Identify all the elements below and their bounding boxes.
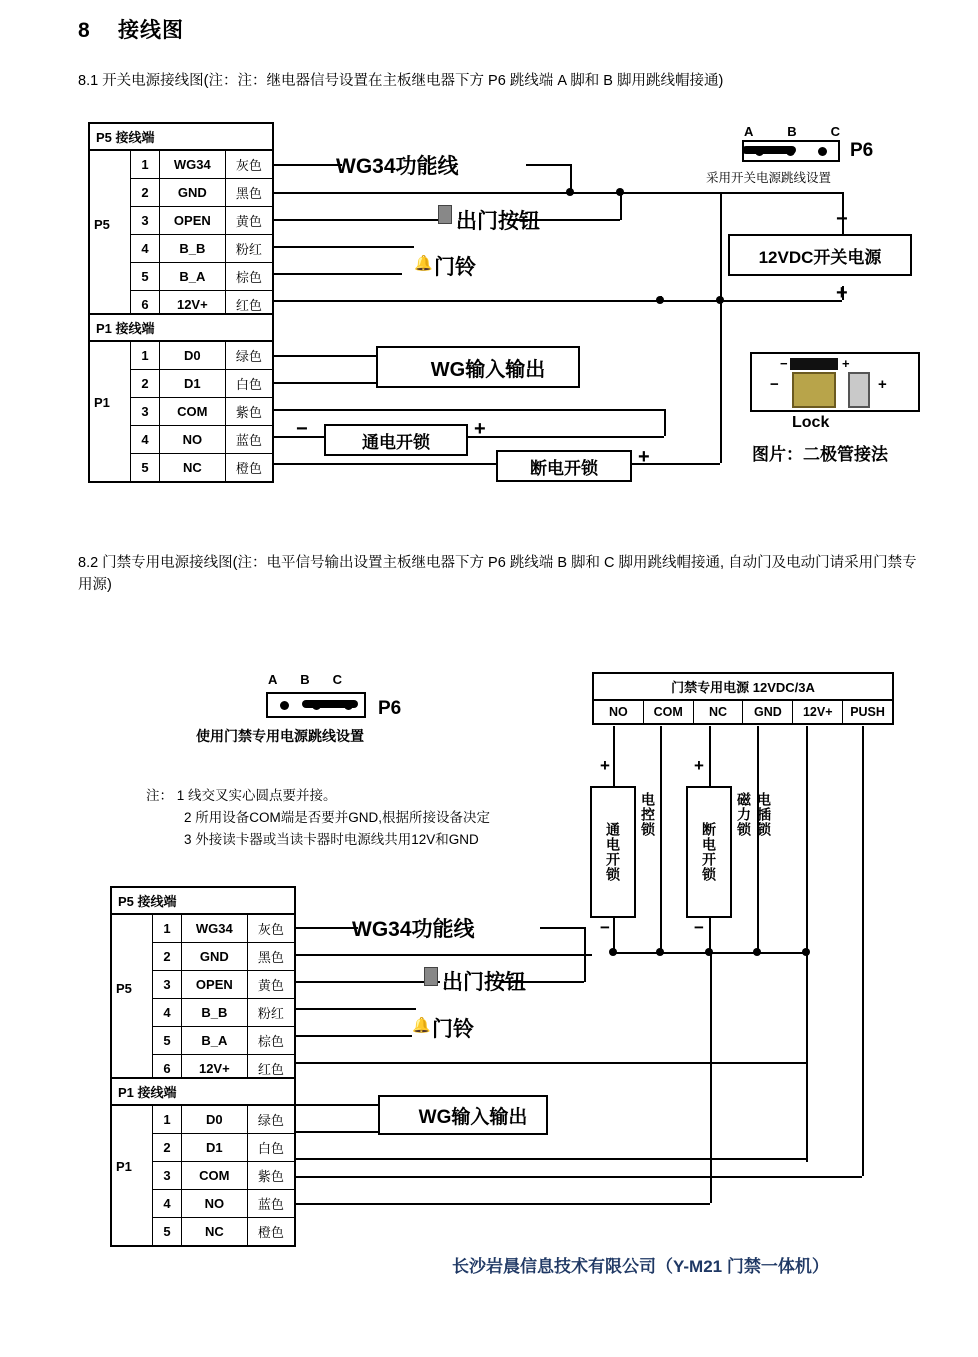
row-index: 3 (131, 398, 160, 425)
row-color: 粉红 (257, 1006, 284, 1021)
row-color: 黑色 (235, 186, 262, 201)
p5-header-2: P5 接线端 (112, 888, 294, 915)
sign-plus-2: + (638, 446, 650, 468)
section-heading (78, 14, 184, 44)
label-psu: 12VDC开关电源 (758, 247, 882, 267)
sign-minus-1: − (296, 418, 308, 440)
psu-cell-com: COM (644, 701, 694, 723)
label2-doorbell: 门铃 (432, 1018, 474, 1041)
sign-dev2-plus: + (694, 756, 704, 775)
wire2-p5-6 (296, 1062, 806, 1064)
lock-body-icon (792, 372, 836, 408)
p5-terminal-block-2 (110, 886, 296, 1084)
label-power-on-unlock: 通电开锁 (362, 432, 430, 452)
p6-pin-c: C (332, 672, 342, 687)
row-color: 黄色 (235, 214, 262, 229)
table-row (131, 235, 272, 263)
note-line-3: 3 外接读卡器或当读卡器时电源线共用12V和GND (184, 832, 479, 847)
p6-caption-2: 使用门禁专用电源跳线设置 (196, 728, 364, 744)
wire2-p1-nc (296, 1203, 710, 1205)
label2-wg-io: WG输入输出 (418, 1106, 528, 1128)
access-psu-block (592, 672, 894, 725)
row-index: 4 (131, 426, 160, 453)
table-row (131, 370, 272, 398)
row-name: NO (182, 1190, 248, 1217)
row-index: 5 (153, 1218, 182, 1245)
row-color: 白色 (257, 1141, 284, 1156)
row-color: 蓝色 (257, 1197, 284, 1212)
p6-jumper-cap-2 (302, 700, 358, 708)
row-color: 蓝色 (235, 433, 262, 448)
wire-wg34-right (526, 164, 570, 166)
wire2-p5-2 (296, 954, 592, 956)
jumper-pin-c (818, 147, 827, 156)
wire-unlock-right (468, 436, 664, 438)
doorbell-icon-2: 🔔 (412, 1017, 431, 1034)
row-index: 3 (131, 207, 160, 234)
psu-cell-12v: 12V+ (793, 701, 843, 723)
wire-p5-6 (274, 300, 660, 302)
row-color: 红色 (235, 298, 262, 313)
wire2-p5-1 (296, 927, 358, 929)
label-wg34-line: WG34功能线 (336, 155, 459, 178)
table-row (153, 999, 294, 1027)
exit-button-icon-2 (424, 967, 438, 986)
wg-io-box-2 (378, 1095, 548, 1135)
wire-exit-down (620, 192, 622, 220)
table-row (153, 1106, 294, 1134)
lock-label: Lock (792, 414, 830, 431)
row-index: 2 (131, 179, 160, 206)
table-row (131, 342, 272, 370)
row-index: 1 (131, 151, 160, 178)
p6-pin-a: A (744, 124, 754, 139)
row-color: 白色 (235, 377, 262, 392)
row-name: 12V+ (182, 1055, 248, 1082)
access-psu-title: 门禁专用电源 12VDC/3A (594, 674, 892, 701)
row-name: NO (160, 426, 226, 453)
exit-button-icon (438, 205, 452, 224)
row-index: 1 (153, 915, 182, 942)
row-index: 1 (153, 1106, 182, 1133)
wire-gnd-to-psu (720, 192, 722, 300)
row-color: 棕色 (257, 1034, 284, 1049)
table-row (131, 179, 272, 207)
sign-dev2-minus: − (694, 918, 704, 937)
row-color: 红色 (257, 1062, 284, 1077)
table-row (131, 207, 272, 235)
section-number: 8 (78, 19, 91, 42)
subsection-8-2-text: 8.2 门禁专用电源接线图(注：电平信号输出设置主板继电器下方 P6 跳线端 B 脚和 C 脚用跳线帽接通, 自动门及电动门请采用门禁专用源) (78, 555, 917, 593)
wire-psu-com (660, 726, 662, 952)
row-name: B_A (160, 263, 226, 290)
sign-plus-1: + (474, 418, 486, 440)
lock-bolt-icon (848, 372, 870, 408)
row-color: 黄色 (257, 978, 284, 993)
row-name: OPEN (182, 971, 248, 998)
p5-terminal-block-1 (88, 122, 274, 320)
junction-dot (656, 296, 664, 304)
row-name: B_A (182, 1027, 248, 1054)
p6-pin-a: A (268, 672, 278, 687)
device-power-off-lock-box (686, 786, 732, 918)
junction-dot (753, 948, 761, 956)
p6-pin-labels-1 (744, 124, 840, 139)
table-row (131, 263, 272, 291)
section-title: 接线图 (118, 19, 185, 42)
label2-wg34-line: WG34功能线 (352, 918, 475, 941)
lock-plus-label: + (878, 376, 887, 393)
row-color: 粉红 (235, 242, 262, 257)
wire2-p1-d0 (296, 1104, 380, 1106)
sign-dev1-plus: + (600, 756, 610, 775)
wire-p1-d0 (274, 355, 378, 357)
row-color: 橙色 (235, 461, 262, 476)
wire-p5-3 (274, 219, 438, 221)
diode-plus-label: + (842, 356, 850, 371)
wire-p5-5 (274, 273, 402, 275)
row-index: 3 (153, 1162, 182, 1189)
table-row (153, 1190, 294, 1218)
row-index: 1 (131, 342, 160, 369)
row-color: 紫色 (257, 1169, 284, 1184)
table-row (153, 1162, 294, 1190)
table-row (153, 971, 294, 999)
wire-nc-up (720, 300, 722, 463)
wire2-p5-4 (296, 1008, 416, 1010)
wire-p1-com (274, 409, 304, 411)
psu-cell-no: NO (594, 701, 644, 723)
psu-box (728, 234, 912, 276)
wire-psu-12v (806, 726, 808, 1162)
label-power-off-unlock: 断电开锁 (530, 458, 598, 478)
table-row (153, 1027, 294, 1055)
row-color: 绿色 (235, 349, 262, 364)
row-name: COM (182, 1162, 248, 1189)
row-name: D0 (182, 1106, 248, 1133)
subsection-8-1-text: 8.1 开关电源接线图(注：注：继电器信号设置在主板继电器下方 P6 跳线端 A 脚和 B 脚用跳线帽接通) (78, 73, 724, 89)
row-name: D1 (182, 1134, 248, 1161)
label2-exit-button: 出门按钮 (442, 971, 526, 994)
row-index: 6 (131, 291, 160, 318)
p5-header: P5 接线端 (90, 124, 272, 151)
row-name: B_B (160, 235, 226, 262)
row-name: NC (182, 1218, 248, 1245)
table-row (131, 398, 272, 426)
table-row (153, 915, 294, 943)
row-index: 5 (131, 454, 160, 481)
footer-text: 长沙岩晨信息技术有限公司（Y-M21 门禁一体机） (452, 1257, 829, 1276)
p6-pin-c: C (830, 124, 840, 139)
table-row (153, 1218, 294, 1245)
label-device-2b: 磁力锁 (736, 792, 752, 837)
row-name: NC (160, 454, 226, 481)
wire2-wg34-right (540, 927, 584, 929)
row-name: WG34 (160, 151, 226, 178)
p6-label-1: P6 (850, 140, 874, 161)
label-wg-io: WG输入输出 (430, 358, 546, 381)
wire2-p1-d1 (296, 1131, 380, 1133)
row-color: 灰色 (257, 922, 284, 937)
wire-p5-2 (274, 192, 570, 194)
wire-p1-d1 (274, 382, 378, 384)
diode-body-icon (790, 358, 838, 370)
note-line-1: 注： 1 线交叉实心圆点要并接。 (146, 788, 337, 803)
row-index: 5 (131, 263, 160, 290)
row-index: 4 (131, 235, 160, 262)
jumper-pin-a (280, 701, 289, 710)
junction-dot (609, 948, 617, 956)
wire-p1-nc (274, 463, 496, 465)
power-off-unlock-box (496, 450, 632, 482)
p1-header: P1 接线端 (90, 315, 272, 342)
row-index: 2 (153, 1134, 182, 1161)
row-index: 6 (153, 1055, 182, 1082)
row-name: B_B (182, 999, 248, 1026)
wire2-p5-5 (296, 1035, 412, 1037)
p1-terminal-block-2 (110, 1077, 296, 1247)
label-device-2: 断电开锁 (701, 822, 717, 882)
p1-terminal-block-1 (88, 313, 274, 483)
row-name: D1 (160, 370, 226, 397)
table-row (131, 454, 272, 481)
p6-jumper-cap-1 (742, 146, 796, 154)
row-name: D0 (160, 342, 226, 369)
p5-side-label-2: P5 (116, 981, 132, 996)
junction-dot (802, 948, 810, 956)
p1-side-label-2: P1 (116, 1159, 132, 1174)
wire-psu-minus (620, 192, 842, 194)
wire-12v-right (660, 300, 720, 302)
diode-minus-label: − (780, 356, 788, 371)
note-line-2: 2 所用设备COM端是否要并GND,根据所接设备决定 (184, 810, 491, 825)
p6-label-2: P6 (378, 698, 402, 719)
p1-header-2: P1 接线端 (112, 1079, 294, 1106)
label-device-2c: 电插锁 (756, 792, 772, 837)
psu-cell-nc: NC (694, 701, 744, 723)
label-device-1: 通电开锁 (605, 822, 621, 882)
doorbell-icon: 🔔 (414, 255, 433, 272)
wire-unlock-up (664, 409, 666, 436)
label-doorbell: 门铃 (434, 256, 476, 279)
wire2-p1-no (296, 1176, 862, 1178)
wire2-p5-3 (296, 981, 440, 983)
device-power-on-lock-box (590, 786, 636, 918)
wire-psu-gnd (757, 726, 759, 952)
wire-com-right (304, 409, 664, 411)
row-name: GND (182, 943, 248, 970)
p5-side-label: P5 (94, 217, 110, 232)
p6-pin-labels-2 (268, 672, 342, 687)
table-row (131, 426, 272, 454)
wire2-nc-up (710, 952, 712, 1203)
row-name: 12V+ (160, 291, 226, 318)
row-index: 4 (153, 999, 182, 1026)
row-index: 2 (131, 370, 160, 397)
row-name: GND (160, 179, 226, 206)
psu-cell-push: PUSH (850, 705, 885, 719)
wire-psu-plus (720, 300, 842, 302)
table-row (131, 151, 272, 179)
sign-dev1-minus: − (600, 918, 610, 937)
row-index: 5 (153, 1027, 182, 1054)
p6-pin-b: B (300, 672, 310, 687)
wire2-wg34-down (584, 927, 586, 954)
row-color: 紫色 (235, 405, 262, 420)
p1-side-label: P1 (94, 395, 110, 410)
row-color: 黑色 (257, 950, 284, 965)
wire-psu-push (862, 726, 864, 1176)
lock-minus-label: − (770, 376, 779, 393)
wire2-p1-com (296, 1158, 806, 1160)
row-color: 绿色 (257, 1113, 284, 1128)
row-index: 3 (153, 971, 182, 998)
lock-caption: 图片：二极管接法 (752, 445, 888, 464)
p6-caption-1: 采用开关电源跳线设置 (706, 171, 832, 185)
junction-dot (566, 188, 574, 196)
p6-pin-b: B (787, 124, 797, 139)
sign-psu-plus: + (836, 282, 848, 304)
row-name: OPEN (160, 207, 226, 234)
row-index: 2 (153, 943, 182, 970)
row-index: 4 (153, 1190, 182, 1217)
power-on-unlock-box (324, 424, 468, 456)
row-name: WG34 (182, 915, 248, 942)
table-row (153, 943, 294, 971)
wire-p5-1 (274, 164, 342, 166)
row-color: 棕色 (235, 270, 262, 285)
wire2-exit-down (584, 954, 586, 982)
label-device-1b: 电控锁 (640, 792, 656, 837)
psu-cell-gnd: GND (743, 701, 793, 723)
table-row (153, 1134, 294, 1162)
label-exit-button: 出门按钮 (456, 210, 540, 233)
wg-io-box (376, 346, 580, 388)
sign-psu-minus: − (836, 208, 848, 230)
row-color: 灰色 (235, 158, 262, 173)
wire-p5-4 (274, 246, 414, 248)
row-name: COM (160, 398, 226, 425)
row-color: 橙色 (257, 1225, 284, 1240)
junction-dot (656, 948, 664, 956)
